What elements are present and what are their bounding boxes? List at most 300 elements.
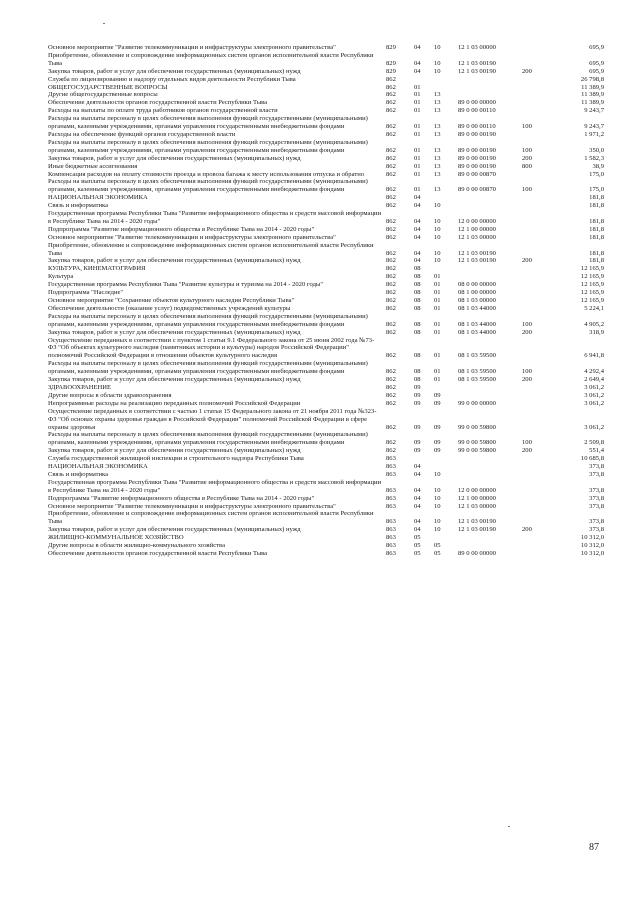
department-code-cell: 862	[386, 439, 396, 447]
expense-item-name-cell: ЖИЛИЩНО-КОММУНАЛЬНОЕ ХОЗЯЙСТВО	[48, 534, 184, 542]
section-code-cell: 04	[414, 518, 421, 526]
subsection-code-cell: 10	[434, 225, 441, 233]
amount-cell: 373,8	[589, 526, 604, 534]
department-code-cell: 863	[386, 518, 396, 526]
page-number: 87	[589, 842, 599, 853]
amount-cell: 350,0	[589, 146, 604, 154]
target-article-code-cell: 99 0 00 59800	[458, 423, 496, 431]
expense-item-name-cell: Расходы на выплаты персоналу в целях обеспечения выполнения функций государственными (муниципальными) органами, казенными учреждениями, органами управления государственными внебюджетными фондами	[48, 115, 368, 131]
amount-cell: 181,8	[589, 233, 604, 241]
expense-type-code-cell: 200	[522, 67, 532, 75]
target-article-code-cell: 89 0 00 00190	[458, 154, 496, 162]
target-article-code-cell: 99 0 00 59800	[458, 439, 496, 447]
section-code-cell: 01	[414, 107, 421, 115]
target-article-code-cell: 12 1 03 00000	[458, 44, 496, 51]
department-code-cell: 862	[386, 273, 396, 281]
expense-item-name-cell: Подпрограмма "Наследие"	[48, 289, 124, 297]
amount-cell: 175,0	[589, 186, 604, 194]
section-code-cell: 08	[414, 297, 421, 304]
department-code-cell: 862	[386, 123, 396, 131]
expense-item-name-cell: Культура	[48, 273, 74, 281]
department-code-cell: 829	[386, 59, 396, 67]
expense-type-code-cell: 100	[522, 320, 532, 328]
amount-cell: 9 243,7	[584, 123, 604, 131]
table-row	[48, 360, 608, 376]
amount-cell: 3 061,2	[584, 383, 604, 391]
expense-item-name-cell: Приобретение, обновление и сопровождение информационных систем органов исполнительной власти Республики Тыва	[48, 510, 374, 526]
expense-item-name-cell: ОБЩЕГОСУДАРСТВЕННЫЕ ВОПРОСЫ	[48, 83, 168, 91]
subsection-code-cell: 13	[434, 186, 441, 194]
subsection-code-cell: 10	[434, 526, 441, 534]
target-article-code-cell: 12 1 03 00190	[458, 249, 496, 257]
target-article-code-cell: 89 0 00 00000	[458, 99, 496, 107]
target-article-code-cell: 08 1 03 59500	[458, 352, 496, 360]
department-code-cell: 862	[386, 328, 396, 336]
subsection-code-cell: 01	[434, 328, 441, 336]
expense-item-name-cell: Обеспечение деятельности органов государственной власти Республики Тыва	[48, 99, 268, 107]
department-code-cell: 862	[386, 289, 396, 297]
amount-cell: 181,8	[589, 202, 604, 210]
expense-item-name-cell: Подпрограмма "Развитие информационного общества в Республике Тыва на 2014 - 2020 годы"	[48, 494, 315, 502]
amount-cell: 181,8	[589, 257, 604, 265]
amount-cell: 12 165,9	[580, 265, 604, 273]
section-code-cell: 09	[414, 399, 421, 407]
department-code-cell: 863	[386, 526, 396, 534]
department-code-cell: 862	[386, 265, 396, 273]
subsection-code-cell: 13	[434, 130, 441, 138]
expense-type-code-cell: 100	[522, 368, 532, 376]
amount-cell: 181,8	[589, 249, 604, 257]
table-row	[48, 305, 608, 313]
department-code-cell: 863	[386, 534, 396, 542]
section-code-cell: 04	[414, 486, 421, 494]
department-code-cell: 862	[386, 383, 396, 391]
table-row	[48, 408, 608, 432]
section-code-cell: 09	[414, 439, 421, 447]
table-row	[48, 526, 608, 534]
department-code-cell: 862	[386, 170, 396, 178]
subsection-code-cell: 01	[434, 352, 441, 360]
expense-item-name-cell: Государственная программа Республики Тыва "Развитие культуры и туризма на 2014 - 2020 годы"	[48, 281, 324, 289]
section-code-cell: 01	[414, 146, 421, 154]
department-code-cell: 862	[386, 297, 396, 304]
budget-allocation-table	[48, 44, 608, 558]
target-article-code-cell: 12 0 00 00000	[458, 217, 496, 225]
subsection-code-cell: 05	[434, 550, 441, 557]
section-code-cell: 01	[414, 91, 421, 99]
amount-cell: 11 389,9	[581, 91, 604, 99]
amount-cell: 12 165,9	[580, 273, 604, 281]
table-row	[48, 329, 608, 337]
section-code-cell: 04	[414, 494, 421, 502]
section-code-cell: 04	[414, 470, 421, 478]
section-code-cell: 05	[414, 550, 421, 557]
section-code-cell: 01	[414, 99, 421, 107]
section-code-cell: 08	[414, 304, 421, 312]
amount-cell: 373,8	[589, 518, 604, 526]
table-row	[48, 392, 608, 400]
section-code-cell: 01	[414, 170, 421, 178]
amount-cell: 38,9	[592, 162, 604, 170]
target-article-code-cell: 89 0 00 00110	[458, 107, 496, 115]
section-code-cell: 01	[414, 154, 421, 162]
section-code-cell: 01	[414, 130, 421, 138]
table-row	[48, 479, 608, 495]
table-row	[48, 455, 608, 463]
department-code-cell: 862	[386, 202, 396, 210]
expense-type-code-cell: 100	[522, 439, 532, 447]
expense-item-name-cell: Государственная программа Республики Тыва "Развитие информационного общества и средств массовой информации в Республике Тыва на 2014 - 2020 годы"	[48, 478, 382, 494]
amount-cell: 6 941,8	[584, 352, 604, 360]
table-row	[48, 44, 608, 52]
expense-item-name-cell: Расходы на обеспечение функций органов государственной власти	[48, 130, 236, 138]
department-code-cell: 863	[386, 494, 396, 502]
subsection-code-cell: 01	[434, 297, 441, 304]
expense-item-name-cell: Другие общегосударственные вопросы	[48, 91, 158, 99]
table-row	[48, 139, 608, 155]
expense-item-name-cell: Обеспечение деятельности (оказание услуг) подведомственных учреждений культуры	[48, 304, 291, 312]
department-code-cell: 862	[386, 186, 396, 194]
table-row	[48, 178, 608, 194]
amount-cell: 5 224,1	[584, 304, 604, 312]
department-code-cell: 862	[386, 304, 396, 312]
subsection-code-cell: 13	[434, 146, 441, 154]
department-code-cell: 862	[386, 249, 396, 257]
table-row	[48, 273, 608, 281]
target-article-code-cell: 12 1 00 00000	[458, 494, 496, 502]
amount-cell: 551,4	[589, 447, 604, 455]
table-row	[48, 313, 608, 329]
subsection-code-cell: 09	[434, 423, 441, 431]
department-code-cell: 862	[386, 352, 396, 360]
subsection-code-cell: 10	[434, 249, 441, 257]
expense-type-code-cell: 800	[522, 162, 532, 170]
expense-item-name-cell: Связь и информатика	[48, 470, 109, 478]
target-article-code-cell: 99 0 00 59800	[458, 447, 496, 455]
subsection-code-cell: 01	[434, 376, 441, 384]
amount-cell: 318,9	[589, 328, 604, 336]
department-code-cell: 862	[386, 75, 396, 83]
subsection-code-cell: 13	[434, 162, 441, 170]
amount-cell: 10 312,0	[580, 542, 604, 550]
subsection-code-cell: 10	[434, 494, 441, 502]
subsection-code-cell: 09	[434, 391, 441, 399]
subsection-code-cell: 13	[434, 170, 441, 178]
expense-item-name-cell: Связь и информатика	[48, 202, 109, 210]
department-code-cell: 863	[386, 463, 396, 471]
amount-cell: 695,9	[589, 44, 604, 51]
subsection-code-cell: 09	[434, 399, 441, 407]
section-code-cell: 08	[414, 320, 421, 328]
table-row	[48, 202, 608, 210]
target-article-code-cell: 08 1 03 44000	[458, 304, 496, 312]
department-code-cell: 862	[386, 225, 396, 233]
table-row	[48, 542, 608, 550]
expense-item-name-cell: Служба по лицензированию и надзору отдельных видов деятельности Республики Тыва	[48, 75, 296, 83]
amount-cell: 1 971,2	[584, 130, 604, 138]
department-code-cell: 862	[386, 154, 396, 162]
amount-cell: 2 649,4	[584, 376, 604, 384]
table-row	[48, 99, 608, 107]
target-article-code-cell: 89 0 00 00000	[458, 550, 496, 557]
amount-cell: 12 165,9	[580, 281, 604, 289]
amount-cell: 373,8	[589, 463, 604, 471]
amount-cell: 11 389,9	[581, 83, 604, 91]
section-code-cell: 09	[414, 383, 421, 391]
section-code-cell: 09	[414, 423, 421, 431]
expense-item-name-cell: Расходы на выплаты персоналу в целях обеспечения выполнения функций государственными (муниципальными) органами, казенными учреждениями, органами управления государственными внебюджетными фондами	[48, 178, 368, 194]
expense-item-name-cell: Расходы на выплаты персоналу в целях обеспечения выполнения функций государственными (муниципальными) органами, казенными учреждениями, органами управления государственными внебюджетными фондами	[48, 431, 368, 447]
section-code-cell: 08	[414, 289, 421, 297]
scan-speck	[508, 826, 510, 827]
table-row	[48, 163, 608, 171]
target-article-code-cell: 12 1 00 00000	[458, 225, 496, 233]
section-code-cell: 04	[414, 217, 421, 225]
section-code-cell: 08	[414, 273, 421, 281]
target-article-code-cell: 12 1 03 00000	[458, 233, 496, 241]
table-row	[48, 210, 608, 226]
amount-cell: 26 798,8	[580, 75, 604, 83]
department-code-cell: 862	[386, 146, 396, 154]
expense-type-code-cell: 200	[522, 257, 532, 265]
target-article-code-cell: 12 1 03 00190	[458, 526, 496, 534]
department-code-cell: 862	[386, 162, 396, 170]
expense-item-name-cell: НАЦИОНАЛЬНАЯ ЭКОНОМИКА	[48, 463, 148, 471]
expense-item-name-cell: Закупка товаров, работ и услуг для обеспечения государственных (муниципальных) нужд	[48, 447, 301, 455]
section-code-cell: 04	[414, 463, 421, 471]
table-row	[48, 384, 608, 392]
department-code-cell: 863	[386, 542, 396, 550]
department-code-cell: 862	[386, 194, 396, 202]
expense-item-name-cell: Расходы на выплаты персоналу в целях обеспечения выполнения функций государственными (муниципальными) органами, казенными учреждениями, органами управления государственными внебюджетными фондами	[48, 138, 368, 154]
amount-cell: 181,8	[589, 194, 604, 202]
target-article-code-cell: 12 1 03 00190	[458, 67, 496, 75]
table-row	[48, 281, 608, 289]
expense-item-name-cell: Подпрограмма "Развитие информационного общества в Республике Тыва на 2014 - 2020 годы"	[48, 225, 315, 233]
target-article-code-cell: 08 0 00 00000	[458, 281, 496, 289]
table-row	[48, 297, 608, 305]
department-code-cell: 862	[386, 99, 396, 107]
expense-item-name-cell: Основное мероприятие "Развитие телекоммуникации и инфраструктуры электронного правительства"	[48, 502, 336, 510]
expense-item-name-cell: Компенсация расходов на оплату стоимости проезда и провоза багажа к месту использования отпуска и обратно	[48, 170, 365, 178]
section-code-cell: 04	[414, 44, 421, 51]
subsection-code-cell: 10	[434, 470, 441, 478]
amount-cell: 695,9	[589, 67, 604, 75]
subsection-code-cell: 10	[434, 518, 441, 526]
department-code-cell: 862	[386, 368, 396, 376]
amount-cell: 10 312,0	[580, 550, 604, 557]
section-code-cell: 01	[414, 162, 421, 170]
amount-cell: 373,8	[589, 502, 604, 510]
table-row	[48, 68, 608, 76]
target-article-code-cell: 89 0 00 00190	[458, 130, 496, 138]
expense-item-name-cell: Основное мероприятие "Развитие телекоммуникации и инфраструктуры электронного правительства"	[48, 233, 336, 241]
department-code-cell: 862	[386, 217, 396, 225]
table-row	[48, 289, 608, 297]
section-code-cell: 09	[414, 391, 421, 399]
expense-item-name-cell: Основное мероприятие "Развитие телекоммуникации и инфраструктуры электронного правительства"	[48, 44, 336, 51]
target-article-code-cell: 89 0 00 00190	[458, 162, 496, 170]
amount-cell: 695,9	[589, 59, 604, 67]
target-article-code-cell: 08 1 03 44000	[458, 320, 496, 328]
expense-type-code-cell: 100	[522, 186, 532, 194]
department-code-cell: 862	[386, 376, 396, 384]
expense-item-name-cell: Другие вопросы в области жилищно-коммунального хозяйства	[48, 542, 225, 550]
table-row	[48, 107, 608, 115]
subsection-code-cell: 01	[434, 273, 441, 281]
subsection-code-cell: 01	[434, 281, 441, 289]
expense-item-name-cell: Закупка товаров, работ и услуг для обеспечения государственных (муниципальных) нужд	[48, 526, 301, 534]
subsection-code-cell: 01	[434, 304, 441, 312]
target-article-code-cell: 08 1 03 44000	[458, 328, 496, 336]
subsection-code-cell: 10	[434, 233, 441, 241]
section-code-cell: 01	[414, 83, 421, 91]
table-row	[48, 257, 608, 265]
table-row	[48, 463, 608, 471]
expense-item-name-cell: Закупка товаров, работ и услуг для обеспечения государственных (муниципальных) нужд	[48, 257, 301, 265]
expense-item-name-cell: Осуществление переданных в соответствии с пунктом 1 статьи 9.1 Федерального закона от 25 июня 2002 года №73-ФЗ "Об объектах культурного наследия (памятниках истории и культуры) народов Российской Федерации" полномочий Российской Федерации в отношении объектов культурного наследия	[48, 336, 375, 360]
department-code-cell: 829	[386, 44, 396, 51]
subsection-code-cell: 05	[434, 542, 441, 550]
table-row	[48, 510, 608, 526]
section-code-cell: 08	[414, 368, 421, 376]
amount-cell: 9 243,7	[584, 107, 604, 115]
target-article-code-cell: 89 0 00 00870	[458, 170, 496, 178]
table-row	[48, 242, 608, 258]
table-row	[48, 52, 608, 68]
department-code-cell: 862	[386, 83, 396, 91]
table-row	[48, 337, 608, 361]
table-row	[48, 431, 608, 447]
subsection-code-cell: 13	[434, 123, 441, 131]
expense-item-name-cell: Непрограммные расходы на реализацию переданных полномочий Российской Федерации	[48, 399, 301, 407]
expense-item-name-cell: Закупка товаров, работ и услуг для обеспечения государственных (муниципальных) нужд	[48, 376, 301, 384]
target-article-code-cell: 12 1 03 00190	[458, 518, 496, 526]
section-code-cell: 08	[414, 376, 421, 384]
amount-cell: 373,8	[589, 470, 604, 478]
table-row	[48, 376, 608, 384]
section-code-cell: 08	[414, 352, 421, 360]
section-code-cell: 05	[414, 534, 421, 542]
amount-cell: 2 509,8	[584, 439, 604, 447]
subsection-code-cell: 09	[434, 439, 441, 447]
subsection-code-cell: 13	[434, 154, 441, 162]
expense-item-name-cell: Обеспечение деятельности органов государственной власти Республики Тыва	[48, 550, 268, 557]
department-code-cell: 863	[386, 470, 396, 478]
subsection-code-cell: 10	[434, 257, 441, 265]
target-article-code-cell: 08 1 03 59500	[458, 368, 496, 376]
subsection-code-cell: 01	[434, 368, 441, 376]
expense-item-name-cell: Иные бюджетные ассигнования	[48, 162, 138, 170]
department-code-cell: 862	[386, 399, 396, 407]
expense-item-name-cell: НАЦИОНАЛЬНАЯ ЭКОНОМИКА	[48, 194, 148, 202]
department-code-cell: 862	[386, 320, 396, 328]
target-article-code-cell: 12 0 00 00000	[458, 486, 496, 494]
amount-cell: 4 905,2	[584, 320, 604, 328]
expense-item-name-cell: Расходы на выплаты по оплате труда работников органов государственной власти	[48, 107, 278, 115]
department-code-cell: 862	[386, 107, 396, 115]
table-row	[48, 550, 608, 558]
section-code-cell: 04	[414, 502, 421, 510]
amount-cell: 12 165,9	[580, 289, 604, 297]
section-code-cell: 01	[414, 186, 421, 194]
expense-item-name-cell: Расходы на выплаты персоналу в целях обеспечения выполнения функций государственными (муниципальными) органами, казенными учреждениями, органами управления государственными внебюджетными фондами	[48, 360, 368, 376]
department-code-cell: 863	[386, 502, 396, 510]
subsection-code-cell: 10	[434, 67, 441, 75]
expense-type-code-cell: 200	[522, 447, 532, 455]
department-code-cell: 863	[386, 455, 396, 463]
table-row	[48, 534, 608, 542]
section-code-cell: 04	[414, 233, 421, 241]
target-article-code-cell: 89 0 00 00190	[458, 146, 496, 154]
amount-cell: 12 165,9	[580, 297, 604, 304]
section-code-cell: 04	[414, 194, 421, 202]
department-code-cell: 862	[386, 91, 396, 99]
subsection-code-cell: 10	[434, 59, 441, 67]
table-row	[48, 115, 608, 131]
section-code-cell: 08	[414, 265, 421, 273]
section-code-cell: 04	[414, 67, 421, 75]
target-article-code-cell: 12 1 03 00000	[458, 502, 496, 510]
table-row	[48, 265, 608, 273]
department-code-cell: 829	[386, 67, 396, 75]
section-code-cell: 01	[414, 123, 421, 131]
expense-item-name-cell: КУЛЬТУРА, КИНЕМАТОГРАФИЯ	[48, 265, 146, 273]
table-row	[48, 495, 608, 503]
table-row	[48, 400, 608, 408]
amount-cell: 10 685,8	[580, 455, 604, 463]
subsection-code-cell: 13	[434, 107, 441, 115]
table-row	[48, 171, 608, 179]
department-code-cell: 862	[386, 233, 396, 241]
subsection-code-cell: 13	[434, 99, 441, 107]
expense-type-code-cell: 200	[522, 526, 532, 534]
table-row	[48, 503, 608, 511]
expense-item-name-cell: Закупка товаров, работ и услуг для обеспечения государственных (муниципальных) нужд	[48, 67, 301, 75]
department-code-cell: 863	[386, 486, 396, 494]
subsection-code-cell: 09	[434, 447, 441, 455]
section-code-cell: 04	[414, 202, 421, 210]
section-code-cell: 08	[414, 328, 421, 336]
section-code-cell: 04	[414, 59, 421, 67]
expense-item-name-cell: Приобретение, обновление и сопровождение информационных систем органов исполнительной власти Республики Тыва	[48, 51, 374, 67]
amount-cell: 373,8	[589, 494, 604, 502]
target-article-code-cell: 08 1 03 00000	[458, 297, 496, 304]
section-code-cell: 04	[414, 257, 421, 265]
amount-cell: 181,8	[589, 217, 604, 225]
table-row	[48, 155, 608, 163]
department-code-cell: 862	[386, 130, 396, 138]
amount-cell: 3 061,2	[584, 399, 604, 407]
section-code-cell: 09	[414, 447, 421, 455]
subsection-code-cell: 10	[434, 486, 441, 494]
amount-cell: 181,8	[589, 225, 604, 233]
amount-cell: 11 389,9	[581, 99, 604, 107]
subsection-code-cell: 13	[434, 91, 441, 99]
expense-item-name-cell: Государственная программа Республики Тыва "Развитие информационного общества и средств массовой информации в Республике Тыва на 2014 - 2020 годы"	[48, 210, 382, 225]
department-code-cell: 862	[386, 447, 396, 455]
expense-item-name-cell: Закупка товаров, работ и услуг для обеспечения государственных (муниципальных) нужд	[48, 154, 301, 162]
expense-type-code-cell: 100	[522, 123, 532, 131]
amount-cell: 4 292,4	[584, 368, 604, 376]
section-code-cell: 04	[414, 526, 421, 534]
section-code-cell: 05	[414, 542, 421, 550]
target-article-code-cell: 12 1 03 00190	[458, 257, 496, 265]
target-article-code-cell: 08 1 00 00000	[458, 289, 496, 297]
section-code-cell: 04	[414, 225, 421, 233]
subsection-code-cell: 10	[434, 202, 441, 210]
expense-type-code-cell: 200	[522, 376, 532, 384]
